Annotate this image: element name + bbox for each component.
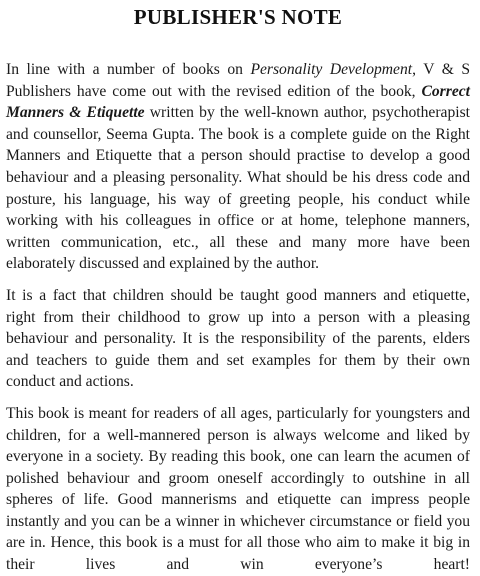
intro-text-2: , V & S Publishers have come out with the revised edition of the book, bbox=[6, 61, 470, 100]
note-body bbox=[6, 59, 470, 576]
intro-emphasis: Personality Development bbox=[250, 61, 413, 78]
book-title: Correct Manners & Etiquette bbox=[6, 82, 470, 122]
intro-text-3: written by the well-known author, psychotherapist and counsellor, Seema Gupta. The book is a complete guide on the Right Manners and Etiquette that a person should practise to develop a good behaviour and a pleasing personality. What should be his dress code and posture, his language, his way of greeting people, his conduct while working with his colleagues in office or at home, telephone manners, written communication, etc., all these and many more have been elaborately discussed and explained by the author. bbox=[6, 104, 470, 273]
paragraph-readers: This book is meant for readers of all ages, particularly for youngsters and children, for a well-mannered person is always welcome and liked by everyone in a society. By reading this book, one can learn the acumen of polished behaviour and groom oneself accordingly to outshine in all spheres of life. Good mannerisms and etiquette can impress people instantly and you can be a winner in whichever circumstance or field you are in. Hence, this book is a must for all those who aim to make it big in their lives and win everyone’s heart! bbox=[6, 404, 470, 574]
paragraph-intro bbox=[6, 59, 470, 275]
page-title: PUBLISHER'S NOTE bbox=[133, 5, 343, 29]
intro-text-1: In line with a number of books on bbox=[6, 61, 251, 78]
paragraph-children: It is a fact that children should be taught good manners and etiquette, right from their childhood to grow up into a person with a pleasing behaviour and personality. It is the responsibility of the parents, elders and teachers to guide them and set examples for them by their own conduct and actions. bbox=[6, 286, 470, 391]
